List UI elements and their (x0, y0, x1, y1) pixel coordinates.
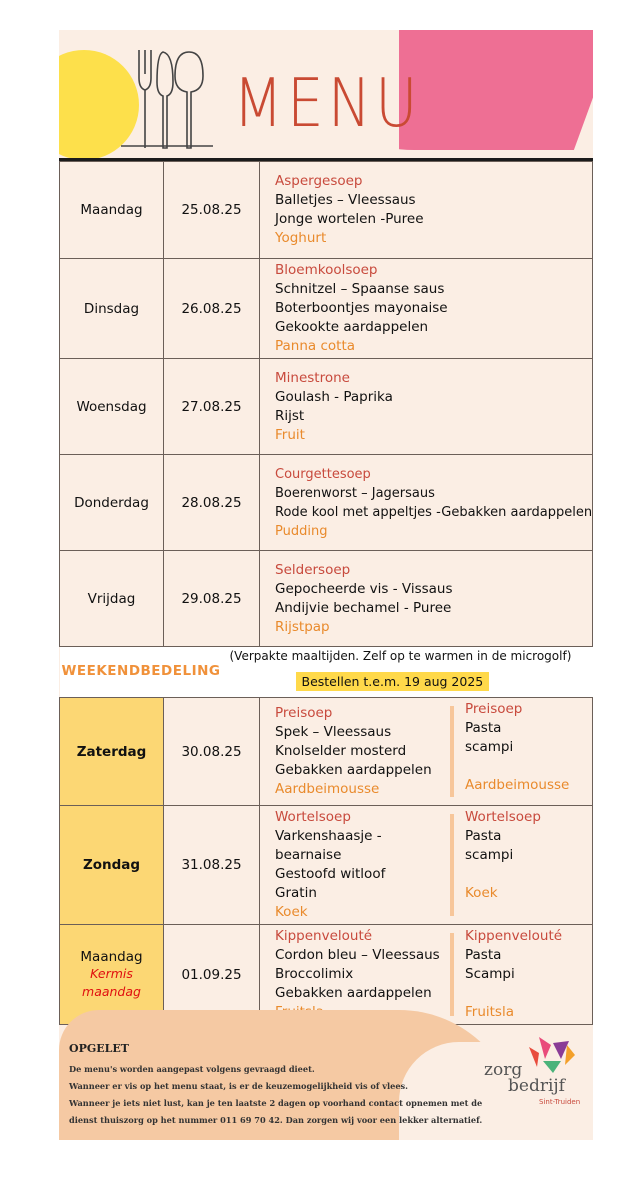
main-item: Cordon bleu – Vleessaus (275, 947, 440, 963)
logo-text: zorg (484, 1060, 523, 1080)
soup-item: Wortelsoep (275, 809, 351, 825)
main-item: Gratin (275, 885, 317, 901)
day-cell: Dinsdag (60, 259, 164, 359)
day-cell: Maandag (60, 162, 164, 259)
soup-item: Seldersoep (275, 561, 351, 578)
soup-item: Preisoep (275, 705, 333, 721)
alt-dessert-item: Aardbeimousse (465, 777, 570, 793)
main-item: Goulash - Paprika (275, 388, 393, 405)
dessert-item: Rijstpap (275, 618, 330, 635)
main-item: Boterboontjes mayonaise (275, 300, 448, 316)
date-cell: 30.08.25 (164, 698, 260, 806)
menu-table (59, 161, 593, 1025)
date-cell: 01.09.25 (164, 925, 260, 1025)
alt-dessert-item: Koek (465, 885, 498, 901)
column-divider (450, 706, 454, 797)
table-row (60, 698, 593, 806)
footer-line: Wanneer je iets niet lust, kan je ten laatste 2 dagen op voorhand contact opnemen met de (69, 1098, 483, 1108)
main-item: Balletjes – Vleessaus (275, 192, 416, 208)
dessert-item: Aardbeimousse (275, 781, 380, 797)
main-item: Boerenworst – Jagersaus (275, 485, 435, 501)
kermis-note: Kermis (90, 965, 133, 981)
logo-subtext: Sint-Truiden (539, 1098, 581, 1106)
day-cell: Maandag Kermis maandag (60, 925, 164, 1025)
table-row (60, 551, 593, 647)
main-item: Broccolimix (275, 966, 354, 982)
main-item: Rijst (275, 407, 305, 424)
footer-line: dienst thuiszorg op het nummer 011 69 70 42. Dan zorgen wij voor een lekker alternatief. (69, 1115, 483, 1125)
soup-item: Minestrone (275, 369, 350, 386)
main-item: Jonge wortelen -Puree (275, 211, 424, 227)
alt-main-item: Pasta (465, 828, 502, 844)
menu-page (59, 30, 593, 1140)
date-cell: 25.08.25 (164, 162, 260, 259)
weekend-label: WEEKENDBEDELING (61, 663, 221, 679)
date-cell: 29.08.25 (164, 551, 260, 647)
meal-cell (260, 806, 593, 925)
main-item: Schnitzel – Spaanse saus (275, 281, 445, 297)
meal-cell (260, 359, 593, 455)
kermis-note: maandag (82, 983, 141, 999)
table-row (60, 359, 593, 455)
order-deadline: Bestellen t.e.m. 19 aug 2025 (296, 672, 490, 691)
day-cell: Vrijdag (60, 551, 164, 647)
weekend-note: (Verpakte maaltijden. Zelf op te warmen in de microgolf) (229, 649, 572, 663)
main-item: Gebakken aardappelen (275, 985, 432, 1001)
main-item: Gepocheerde vis - Vissaus (275, 580, 453, 597)
footer-heading: OPGELET (69, 1042, 129, 1055)
main-item: Knolselder mosterd (275, 743, 407, 759)
page-title: MENU (233, 64, 422, 143)
weekend-band (60, 647, 593, 698)
dessert-item: Fruit (275, 426, 305, 443)
dessert-item: Pudding (275, 523, 328, 539)
soup-item: Kippenvelouté (275, 928, 373, 944)
table-row (60, 259, 593, 359)
meal-cell (260, 698, 593, 806)
table-row (60, 455, 593, 551)
alt-main-item: scampi (465, 847, 514, 863)
alt-soup-item: Preisoep (465, 701, 523, 717)
soup-item: Bloemkoolsoep (275, 262, 378, 278)
column-divider (450, 814, 454, 916)
main-item: Varkenshaasje - bearnaise (275, 828, 382, 863)
meal-cell (260, 259, 593, 359)
day-cell: Zaterdag (60, 698, 164, 806)
table-row (60, 162, 593, 259)
table-row (60, 806, 593, 925)
alt-main-item: Pasta (465, 720, 502, 736)
main-item: Andijvie bechamel - Puree (275, 599, 452, 616)
meal-cell (260, 162, 593, 259)
meal-cell (260, 455, 593, 551)
day-cell: Woensdag (60, 359, 164, 455)
date-cell: 26.08.25 (164, 259, 260, 359)
day-cell: Donderdag (60, 455, 164, 551)
alt-soup-item: Wortelsoep (465, 809, 541, 825)
main-item: Gestoofd witloof (275, 866, 386, 882)
date-cell: 31.08.25 (164, 806, 260, 925)
dessert-item: Panna cotta (275, 338, 356, 354)
main-item: Spek – Vleessaus (275, 724, 392, 740)
logo-text: bedrijf (508, 1076, 565, 1096)
date-cell: 27.08.25 (164, 359, 260, 455)
dessert-item: Yoghurt (275, 230, 327, 246)
alt-dessert-item: Fruitsla (465, 1004, 514, 1020)
alt-main-item: scampi (465, 739, 514, 755)
footer-line: De menu's worden aangepast volgens gevraagd dieet. (69, 1064, 315, 1074)
main-item: Rode kool met appeltjes -Gebakken aardappelen (275, 504, 593, 520)
soup-item: Aspergesoep (275, 173, 363, 189)
main-item: Gekookte aardappelen (275, 319, 429, 335)
meal-cell (260, 551, 593, 647)
day-cell: Zondag (60, 806, 164, 925)
main-item: Gebakken aardappelen (275, 762, 432, 778)
date-cell: 28.08.25 (164, 455, 260, 551)
alt-soup-item: Kippenvelouté (465, 928, 563, 944)
cutlery-icon (117, 42, 217, 152)
alt-main-item: Pasta (465, 947, 502, 963)
alt-main-item: Scampi (465, 966, 515, 982)
footer-line: Wanneer er vis op het menu staat, is er de keuzemogelijkheid vis of vlees. (69, 1081, 409, 1091)
dessert-item: Koek (275, 904, 308, 920)
soup-item: Courgettesoep (275, 466, 371, 482)
footer (59, 1002, 593, 1140)
